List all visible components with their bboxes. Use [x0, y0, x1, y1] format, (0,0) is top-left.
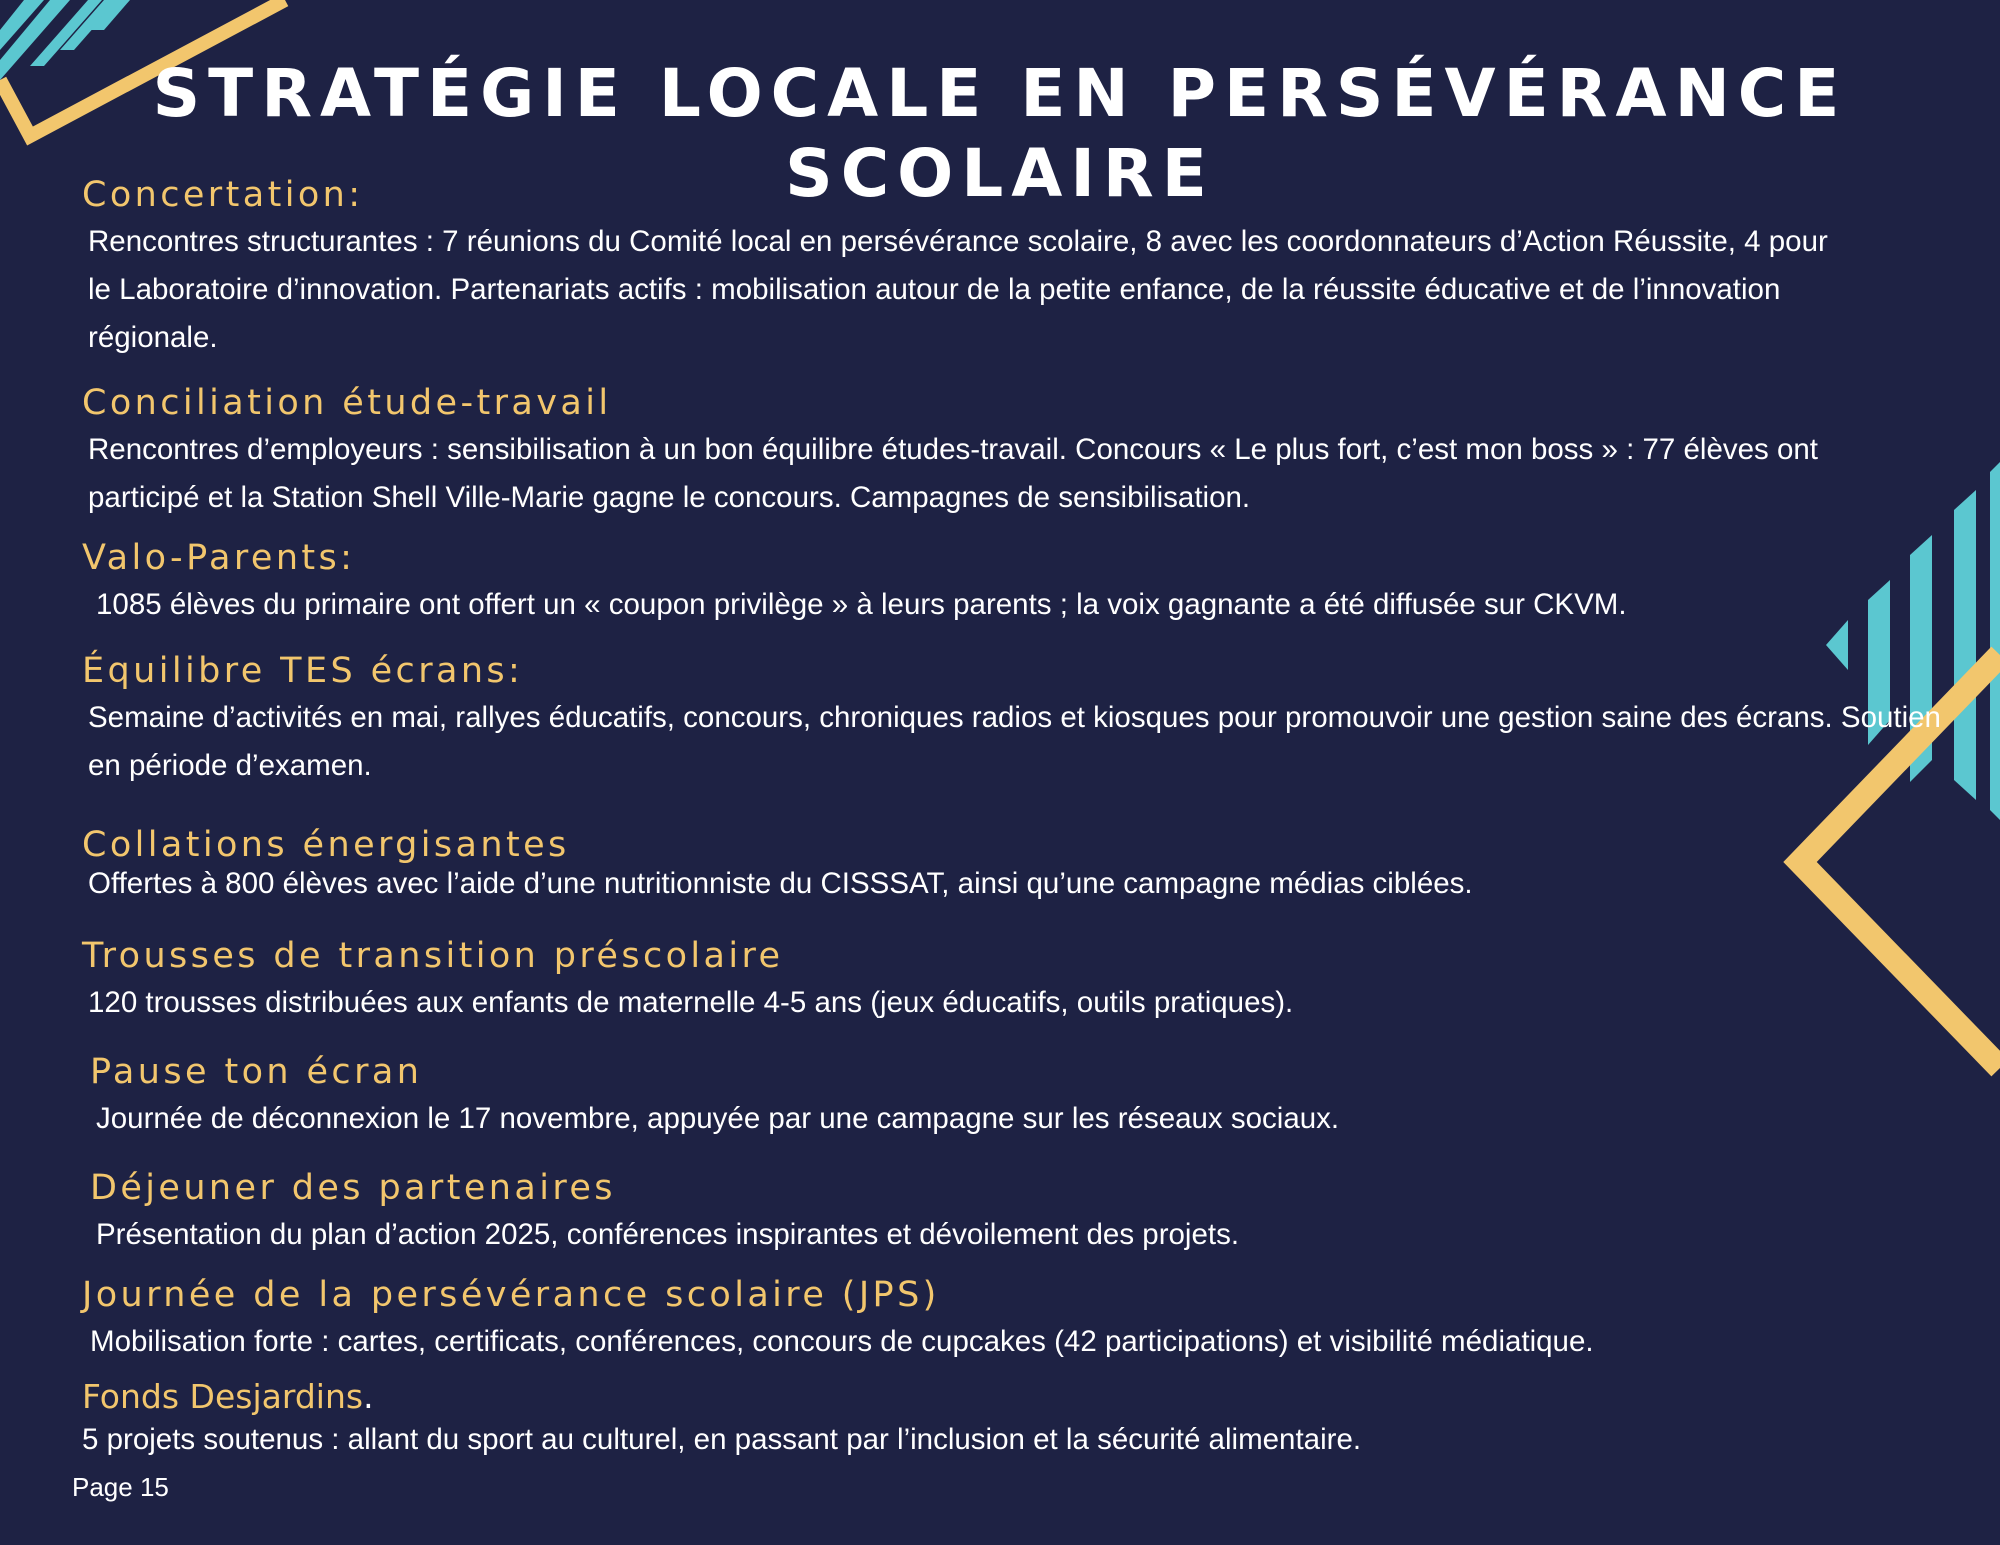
- section-body: Présentation du plan d’action 2025, conférences inspirantes et dévoilement des projets.: [96, 1218, 1240, 1251]
- section-heading: Conciliation étude-travail: [82, 383, 612, 423]
- section-dejeuner-partenaires: [90, 1165, 1950, 1259]
- section-concertation: [82, 172, 1942, 362]
- section-conciliation-etude-travail: [82, 380, 1942, 522]
- section-trousses-transition: [82, 933, 1942, 1027]
- section-body: 5 projets soutenus : allant du sport au culturel, en passant par l’inclusion et la sécurité alimentaire.: [82, 1423, 1362, 1456]
- section-heading-text: Fonds Desjardins: [82, 1377, 364, 1416]
- section-heading: Collations énergisantes: [82, 825, 570, 865]
- section-body: 1085 élèves du primaire ont offert un « coupon privilège » à leurs parents ; la voix gagnante a été diffusée sur CKVM.: [96, 588, 1627, 621]
- section-heading: Valo-Parents:: [82, 538, 356, 578]
- section-valo-parents: [82, 535, 1942, 629]
- section-pause-ton-ecran: [90, 1049, 1950, 1143]
- section-equilibre-tes-ecrans: [82, 648, 1942, 790]
- section-jps: [82, 1272, 1942, 1366]
- section-heading: Déjeuner des partenaires: [90, 1168, 616, 1208]
- section-body: Offertes à 800 élèves avec l’aide d’une nutritionniste du CISSSAT, ainsi qu’une campagne médias ciblées.: [88, 867, 1473, 900]
- section-body: Mobilisation forte : cartes, certificats, conférences, concours de cupcakes (42 participations) et visibilité médiatique.: [90, 1325, 1594, 1358]
- section-body: 120 trousses distribuées aux enfants de maternelle 4-5 ans (jeux éducatifs, outils pratiques).: [88, 986, 1294, 1019]
- section-body: Journée de déconnexion le 17 novembre, appuyée par une campagne sur les réseaux sociaux.: [96, 1102, 1340, 1135]
- section-heading: Concertation:: [82, 175, 364, 215]
- section-collations-energisantes: [82, 822, 1942, 908]
- section-heading: Pause ton écran: [90, 1052, 423, 1092]
- section-heading: [82, 1374, 1942, 1420]
- section-heading: Équilibre TES écrans:: [82, 651, 524, 691]
- section-heading: Trousses de transition préscolaire: [82, 936, 784, 976]
- section-body: Semaine d’activités en mai, rallyes éducatifs, concours, chroniques radios et kiosques pour promouvoir une gestion saine des écrans. Soutien en période d’examen.: [88, 701, 1941, 782]
- section-body: Rencontres structurantes : 7 réunions du Comité local en persévérance scolaire, 8 avec les coordonnateurs d’Action Réussite, 4 pour le Laboratoire d’innovation. Partenariats actifs : mobilisation autour de la petite enfance, de la réussite éducative et de l’innovation régionale.: [88, 225, 1828, 354]
- section-heading-suffix: .: [363, 1377, 374, 1416]
- page-number: Page 15: [72, 1472, 169, 1502]
- section-heading: Journée de la persévérance scolaire (JPS): [82, 1275, 940, 1315]
- section-body: Rencontres d’employeurs : sensibilisation à un bon équilibre études-travail. Concours « Le plus fort, c’est mon boss » : 77 élèves ont participé et la Station Shell Ville-Marie gagne le concours. Campagnes de sensibilisation.: [88, 433, 1818, 514]
- section-fonds-desjardins: [82, 1374, 1942, 1464]
- page-title: STRATÉGIE LOCALE EN PERSÉVÉRANCE SCOLAIRE: [152, 55, 1848, 212]
